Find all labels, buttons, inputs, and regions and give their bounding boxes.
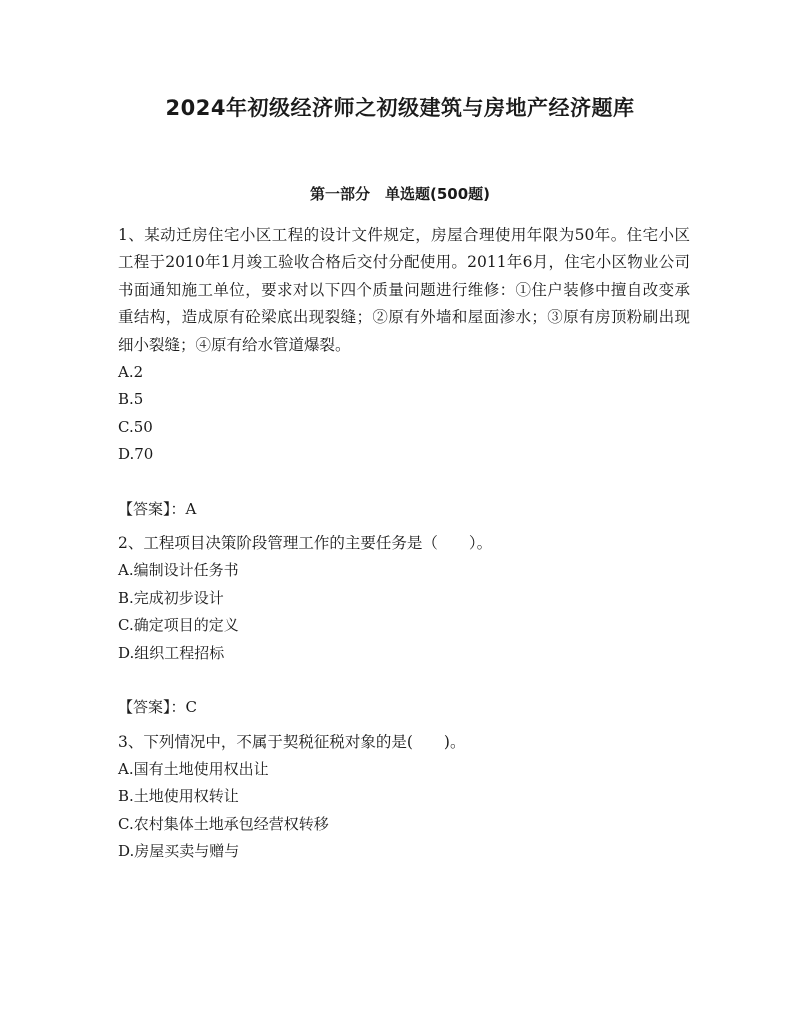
option-a: A.国有土地使用权出让 — [118, 759, 269, 778]
option-b: B.5 — [118, 390, 144, 409]
option-d: D.组织工程招标 — [118, 643, 225, 662]
option-a: A.编制设计任务书 — [118, 561, 239, 580]
option-b: B.完成初步设计 — [118, 588, 224, 607]
question-3 — [118, 729, 690, 866]
option-c: C.农村集体土地承包经营权转移 — [118, 814, 329, 833]
section-title: 第一部分 单选题(500题) — [309, 185, 491, 203]
option-d: D.房屋买卖与赠与 — [118, 842, 240, 861]
option-d: D.70 — [118, 445, 154, 464]
question-stem: 2、工程项目决策阶段管理工作的主要任务是（ ）。 — [118, 534, 493, 553]
question-stem: 1、某动迁房住宅小区工程的设计文件规定，房屋合理使用年限为50年。住宅小区工程于2010年1月竣工验收合格后交付分配使用。2011年6月，住宅小区物业公司书面通知施工单位，要求对以下四个质量问题进行维修：①住户装修中擅自改变承重结构，造成原有砼梁底出现裂缝；②原有外墙和屋面渗水；③原有房顶粉刷出现细小裂缝；④原有给水管道爆裂。 — [118, 226, 690, 354]
answer-label: 【答案】：A — [118, 499, 197, 518]
question-2 — [118, 530, 690, 721]
question-1 — [118, 222, 690, 523]
document-title: 2024年初级经济师之初级建筑与房地产经济题库 — [165, 96, 635, 120]
option-a: A.2 — [118, 363, 144, 382]
option-c: C.50 — [118, 417, 153, 436]
option-c: C.确定项目的定义 — [118, 616, 239, 635]
question-stem: 3、下列情况中，不属于契税征税对象的是( )。 — [118, 732, 466, 751]
option-b: B.土地使用权转让 — [118, 787, 239, 806]
answer-label: 【答案】：C — [118, 698, 197, 717]
question-list — [118, 222, 690, 866]
